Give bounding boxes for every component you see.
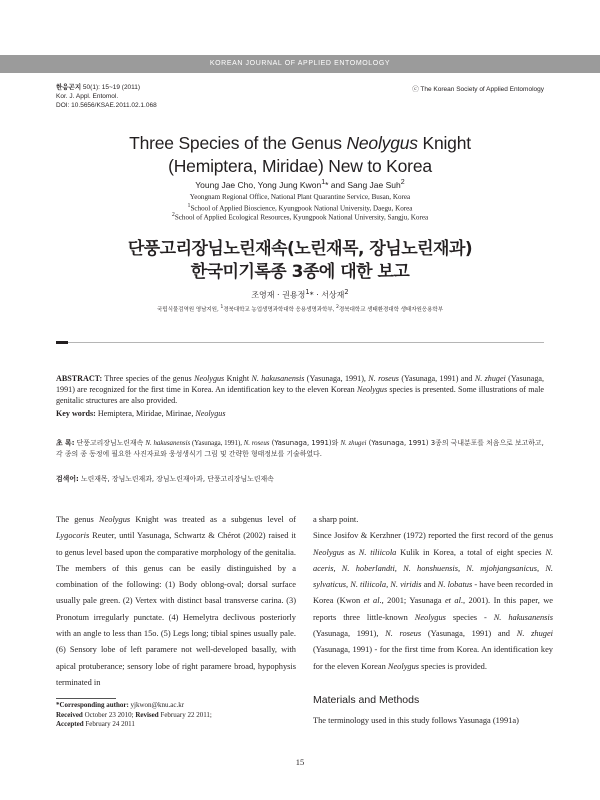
ko-affil-sup-2: 2 [336, 305, 339, 311]
received-date: October 23 2010; [82, 710, 136, 719]
abstract-ko-text: (Yasunaga, 1991) 3종의 국내분포를 처음으로 보고하고, 각 종의 종 동정에 필요한 사진자료와 웅성생식기 그림 및 간략한 형태정보를 기술하였다. [56, 439, 544, 458]
abstract-text: (Yasunaga, 1991), [304, 374, 369, 383]
author-sup-2: 2 [400, 178, 405, 186]
body-text: Reuter, until Yasunaga, Schwartz & Chérot (2002) raised it to genus level based upon the comparative morphology of the genitalia. The members of this genus can be easily distinguished by a combination of the following: (1) Body oblong-oval; dorsal surface usually pale green. (2) Vertex with distinct basal transverse carina. (3) Pronotum irregularly punctate. (4) Hemelytra declivous posteriorly with an angle to less than 15o. (5) Legs long; tibial spines usually pale. (6) Sensory lobe of left paramere not well-developed basally, with apical protuberance; sensory lobe of right paramere broad, hypophysis terminated in [56, 531, 296, 687]
body-species: N. hakusanensis [493, 612, 553, 622]
korean-affiliations [0, 305, 600, 313]
paper-title-line2: (Hemiptera, Miridae) New to Korea [168, 156, 432, 176]
keywords-ko-text: 노린재목, 장님노린재과, 장님노린재아과, 단풍고리장님노린재속 [78, 475, 274, 483]
ko-sup-2: 2 [344, 288, 349, 296]
ko-authors-2: * · 서상재 [309, 290, 345, 300]
affil-text: School of Applied Bioscience, Kyungpook National University, Daegu, Korea [190, 204, 413, 213]
journal-abbrev-ko: 한응곤지 [56, 84, 82, 91]
ko-sup: 1 [305, 288, 310, 296]
received-label: Received [56, 710, 83, 719]
body-text: species - [445, 612, 494, 622]
keywords-ko-label: 검색어: [56, 475, 79, 483]
authors-text: Young Jae Cho, Yong Jung Kwon [195, 179, 322, 190]
keywords-text: Hemiptera, Miridae, Mirinae, [95, 409, 196, 418]
body-species: N. aceris, N. hoberlandti, N. honshuensis, N. mjohjangsanicus, N. sylvaticus, N. tiliicola, N. viridis [313, 547, 554, 590]
intro-paragraph-2 [313, 528, 553, 675]
page-number: 15 [295, 757, 305, 767]
body-text: ., 2001; Yasunaga [379, 596, 445, 606]
title-genus: Neolygus [346, 133, 418, 153]
korean-title-line2: 한국미기록종 3종에 대한 보고 [190, 262, 410, 282]
abstract-label: ABSTRACT: [56, 374, 103, 383]
accepted-date: February 24 2011 [83, 720, 135, 729]
abstract-species: N. zhugei [474, 374, 506, 383]
body-text: Since Josifov & Kerzhner (1972) reported the first record of the genus [313, 531, 553, 541]
body-text: The genus [56, 515, 99, 524]
body-column-right [313, 512, 553, 675]
citation-block [56, 84, 157, 110]
body-genus: Neolygus [414, 612, 446, 622]
abstract-ko-text: (Yasunaga, 1991)와 [269, 439, 341, 447]
section-divider [68, 342, 544, 343]
body-text: a sharp point. [313, 515, 359, 524]
body-etal: et al [363, 596, 380, 606]
abstract-text: Knight [224, 374, 252, 383]
footnote-label: *Corresponding author: [56, 701, 129, 709]
affiliation-1: Yeongnam Regional Office, National Plant Quarantine Service, Busan, Korea [189, 193, 411, 201]
body-genus: Lygocoris [56, 531, 90, 541]
keywords-label: Key words: [56, 409, 96, 418]
intro-paragraph [56, 512, 296, 691]
abstract-en [56, 374, 544, 406]
abstract-ko [56, 438, 544, 460]
body-species: N. roseus [385, 629, 422, 639]
author-sup: 1 [321, 178, 326, 186]
body-species: N. lobatus [437, 580, 473, 590]
korean-author-list [0, 288, 600, 301]
ko-authors: 조영재 · 권용정 [251, 290, 306, 300]
body-text: Knight was treated as a subgenus level of [130, 515, 296, 524]
volume-pages: 50(1): 15~19 (2011) [81, 84, 141, 91]
abstract-ko-species: N. roseus [243, 440, 270, 447]
keywords-en [56, 409, 544, 418]
revised-date: February 22 2011; [158, 710, 212, 719]
body-text: as [344, 547, 359, 557]
journal-name: KOREAN JOURNAL OF APPLIED ENTOMOLOGY [209, 60, 391, 67]
authors-text-2: * and Sang Jae Suh [325, 179, 401, 190]
abstract-text: species is presented. Some illustrations of male genitalic structures are also provided. [56, 384, 544, 405]
body-text: (Yasunaga, 1991) - for the first time from Korea. An identification key for the eleven Korean [313, 645, 553, 671]
abstract-ko-label: 초 록: [56, 439, 75, 447]
keywords-ko [56, 473, 544, 483]
abstract-genus: Neolygus [194, 374, 225, 383]
title-text: Three Species of the Genus [129, 133, 347, 153]
body-text: Kulik in Korea, a total of eight species [396, 547, 546, 557]
paper-title-line1 [0, 132, 600, 155]
revised-label: Revised [135, 710, 159, 719]
body-text: (Yasunaga, 1991), [313, 629, 386, 639]
body-text: ., 2001). In this paper, we reports three little-known [313, 596, 554, 622]
abstract-text: (Yasunaga, 1991) are recognized for the first time in Korea. An identification key to the eleven Korean [56, 374, 544, 394]
ko-affil-sup: 1 [220, 305, 224, 311]
accepted-label: Accepted [56, 720, 84, 729]
section-heading-methods: Materials and Methods [313, 694, 420, 706]
body-text: species is provided. [419, 661, 487, 671]
abstract-ko-species: N. hakusanensis [145, 440, 191, 447]
affil-sup: 2 [171, 212, 175, 218]
journal-abbrev-en: Kor. J. Appl. Entomol. [56, 92, 119, 100]
body-text: and [421, 580, 438, 590]
abstract-ko-text: 단풍고리장님노린재속 [74, 439, 146, 447]
body-text: - have been recorded in Korea (Kwon [313, 580, 553, 606]
affil-text: School of Applied Ecological Resources, Kyungpook National University, Sangju, Korea [174, 213, 429, 222]
body-etal: et al [444, 596, 461, 606]
affil-sup: 1 [187, 203, 191, 209]
abstract-text: (Yasunaga, 1991) and [398, 374, 475, 383]
abstract-text: Three species of the genus [102, 374, 195, 383]
body-genus: Neolygus [313, 547, 345, 557]
ko-affil-3: 경북대학교 생태환경대학 생태자원응용학부 [338, 307, 444, 313]
keywords-genus: Neolygus [195, 409, 226, 418]
abstract-ko-species: N. zhugei [340, 440, 367, 447]
body-species: N. tiliicola [358, 547, 397, 557]
title-text-end: Knight [417, 133, 471, 153]
korean-title-line1: 단풍고리장님노린재속(노린재목, 장님노린재과) [127, 239, 473, 259]
author-list [0, 178, 600, 190]
corresponding-email: yjkwon@knu.ac.kr [128, 701, 185, 709]
body-species: N. zhugei [516, 629, 554, 639]
copyright-notice: ⓒ The Korean Society of Applied Entomology [412, 86, 544, 93]
ko-affil-2: 경북대학교 농업생명과학대학 응용생명과학부, [223, 307, 337, 313]
abstract-genus: Neolygus [356, 384, 388, 394]
methods-paragraph: The terminology used in this study follows Yasunaga (1991a) [313, 716, 519, 725]
footnote [56, 701, 296, 730]
affiliation-3 [0, 211, 600, 223]
doi: DOI: 10.5656/KSAE.2011.02.1.068 [56, 101, 157, 109]
abstract-species: N. roseus [368, 374, 399, 383]
journal-header-band [0, 55, 600, 73]
body-column-left [56, 512, 296, 691]
body-genus: Neolygus [387, 661, 420, 671]
body-genus: Neolygus [98, 515, 131, 524]
body-text: (Yasunaga, 1991) and [421, 629, 517, 639]
section-divider-mark [56, 341, 68, 344]
abstract-ko-text: (Yasunaga, 1991), [190, 440, 244, 447]
ko-affil-1: 국립식물검역원 영남지원, [156, 307, 221, 313]
footnote-rule [56, 698, 116, 699]
abstract-species: N. hakusanensis [251, 374, 305, 383]
